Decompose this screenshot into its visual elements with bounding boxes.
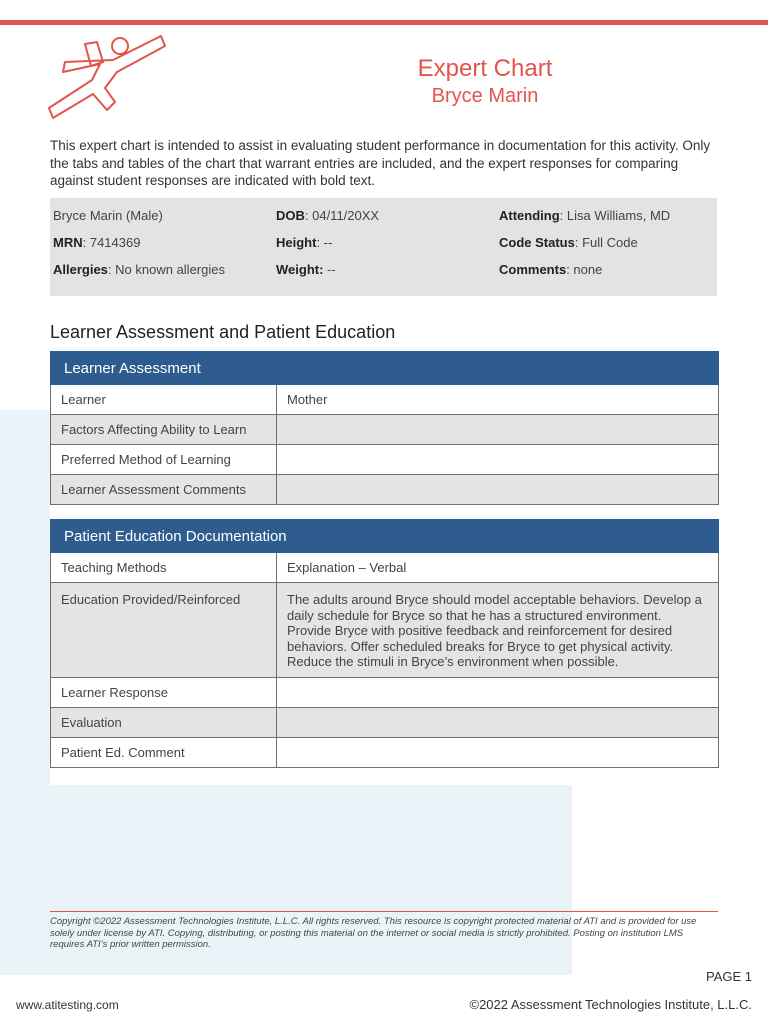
table-row [51, 583, 719, 678]
row-value: Mother [277, 385, 719, 415]
page-title: Expert Chart [417, 55, 553, 82]
patient-attending: Attending: Lisa Williams, MD [499, 208, 671, 223]
intro-paragraph: This expert chart is intended to assist in evaluating student performance in documentation for this activity. Only the tabs and tables of the chart that warrant entries are included, and the expert responses for comparing against student responses are indicated with bold text. [50, 138, 711, 188]
row-value [277, 677, 719, 707]
table-row [51, 415, 719, 445]
table-row [51, 385, 719, 415]
patient-weight: Weight: -- [276, 262, 336, 277]
table-row [51, 737, 719, 767]
row-label: Learner Response [51, 677, 277, 707]
website-link[interactable]: www.atitesting.com [16, 998, 119, 1012]
row-value: Explanation – Verbal [277, 553, 719, 583]
table-header-row [51, 520, 719, 553]
row-value [277, 737, 719, 767]
row-value [277, 475, 719, 505]
row-label: Learner Assessment Comments [51, 475, 277, 505]
row-label: Patient Ed. Comment [51, 737, 277, 767]
row-label: Evaluation [51, 707, 277, 737]
row-value [277, 415, 719, 445]
section-title: Learner Assessment and Patient Education [50, 322, 396, 342]
row-label: Factors Affecting Ability to Learn [51, 415, 277, 445]
patient-mrn: MRN: 7414369 [53, 235, 141, 250]
row-label: Learner [51, 385, 277, 415]
footer-rule [50, 911, 718, 912]
copyright-notice: Copyright ©2022 Assessment Technologies Institute, L.L.C. All rights reserved. This resource is copyright protected material of ATI and is provided for use solely under license by ATI. Copying, distributing, or posting this material on the internet or social media is strictly prohibited. Posting on institution LMS requires ATI’s prior written permission. [50, 916, 697, 950]
row-value [277, 707, 719, 737]
table-row [51, 445, 719, 475]
table-header-row [51, 352, 719, 385]
row-value [277, 445, 719, 475]
company-copyright: ©2022 Assessment Technologies Institute, L.L.C. [469, 997, 752, 1012]
patient-allergies: Allergies: No known allergies [53, 262, 225, 277]
ati-figure-logo-icon [45, 32, 175, 124]
header-title-block [330, 55, 640, 109]
patient-name: Bryce Marin (Male) [53, 208, 163, 223]
patient-dob: DOB: 04/11/20XX [276, 208, 380, 223]
learner-assessment-header: Learner Assessment [51, 352, 719, 385]
row-value: The adults around Bryce should model acceptable behaviors. Develop a daily schedule for Bryce so that he has a structured environment. Provide Bryce with positive feedback and reinforcement for desired behaviors. Offer scheduled breaks for Bryce to get physical activity. Reduce the stimuli in Bryce’s environment when possible. [277, 583, 719, 678]
patient-comments: Comments: none [499, 262, 603, 277]
table-row [51, 677, 719, 707]
table-row [51, 707, 719, 737]
row-label: Education Provided/Reinforced [51, 583, 277, 678]
top-accent-rule [0, 20, 768, 25]
table-row [51, 475, 719, 505]
patient-education-header: Patient Education Documentation [51, 520, 719, 553]
patient-education-table [50, 519, 719, 768]
row-label: Preferred Method of Learning [51, 445, 277, 475]
patient-height: Height: -- [276, 235, 333, 250]
patient-info-box [50, 198, 717, 296]
table-row [51, 553, 719, 583]
row-label: Teaching Methods [51, 553, 277, 583]
learner-assessment-table [50, 351, 719, 505]
page-number: PAGE 1 [705, 969, 752, 984]
patient-name-heading: Bryce Marin [431, 85, 539, 107]
patient-code-status: Code Status: Full Code [499, 235, 638, 250]
